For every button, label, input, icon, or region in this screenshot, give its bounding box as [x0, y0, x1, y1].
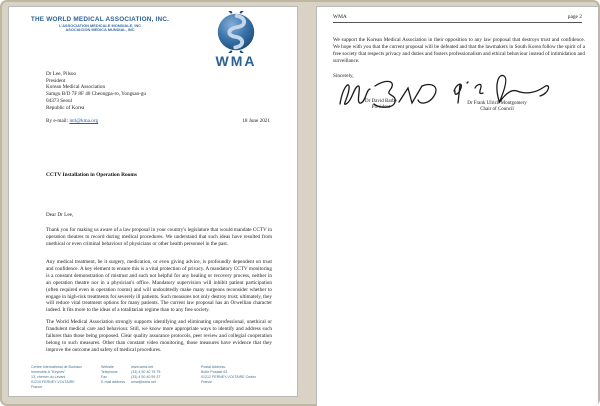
signatory-block	[339, 99, 423, 112]
footer-label: Fax	[101, 374, 107, 379]
letterhead	[19, 16, 181, 33]
letter-page-2	[316, 6, 599, 406]
recipient-line: 04373 Seoul	[46, 97, 73, 104]
footer-line: Postal Address:	[201, 365, 226, 369]
footer-line: Centre International de Bureaux	[31, 365, 82, 369]
signatory-title: Chair of Council	[480, 107, 514, 113]
footer-value: wma@wma.net	[131, 379, 156, 384]
footer-value: (33) 4 50 40 59 37	[131, 374, 161, 379]
page2-header	[333, 14, 582, 23]
email-line	[46, 118, 98, 124]
body-paragraph-4: We support the Korean Medical Association in their opposition to any law proposal that destroys trust and confidence. We hope with you that the current proposal will be defeated and that the lawmakers in South Korea follow the spirit of a free society that respects privacy and duties and fosters professionalism and ethical behaviour instead of intimidation and surveillance.	[333, 37, 585, 64]
letterhead-subtitle-spanish: ASOCIACION MEDICA MUNDIAL, INC	[65, 27, 135, 33]
body-paragraph-1: Thank you for making us aware of a law proposal in your country's legislature that would mandate CCTV in operation theatres to record during medical procedures. We understand that such ideas have resulted from unethical or even criminal behaviour of physicians or other health personnel in the past.	[46, 227, 272, 247]
signatory-block	[445, 101, 549, 114]
subject-line: CCTV Installation in Operation Rooms	[46, 172, 137, 178]
footer-value: www.wma.net	[131, 365, 154, 369]
footer-line: Boîte Postale 63	[201, 369, 228, 374]
footer-line: 01212 FERNEY-VOLTAIRE Cedex	[201, 374, 257, 379]
email-label: By e-mail:	[46, 118, 70, 124]
letter-page-1	[8, 6, 298, 397]
wma-globe-serpent-icon	[215, 11, 257, 53]
recipient-line: Samgu B/D 7F 8F 40 Cheongpa-ro, Yongsan-gu	[46, 91, 147, 98]
footer-line: Immeuble A "Keynes"	[31, 369, 66, 374]
recipient-line: Dr Lee, Pilsoo	[46, 71, 77, 77]
email-link[interactable]: intl@kma.org	[69, 118, 99, 124]
footer-label: Website	[101, 365, 114, 369]
signatory-title: President	[371, 105, 391, 111]
signatory-name: Dr David Barbe	[365, 99, 397, 104]
footer-postal-address	[201, 365, 256, 385]
recipient-line: Republic of Korea	[46, 104, 85, 111]
letterhead-subtitle-french: L'ASSOCIATION MEDICALE MONDIALE, INC	[58, 22, 142, 28]
closing-line: Sincerely,	[333, 73, 354, 79]
page2-header-left: WMA	[333, 14, 347, 20]
footer-street-address	[31, 365, 82, 390]
footer-line: 13, chemin du Levant	[31, 374, 66, 379]
wma-logotype: WMA	[215, 53, 257, 69]
footer-line: France	[31, 384, 43, 389]
recipient-line: Korean Medical Association	[46, 84, 106, 91]
footer-line: 01210 FERNEY-VOLTAIRE	[31, 379, 75, 384]
salutation: Dear Dr Lee,	[46, 212, 74, 218]
body-paragraph-2: Any medical treatment, be it surgery, medication, or even giving advice, is profoundly dependent on trust and confidence. A key element to ensure this is a vital protection of privacy. A mandatory CCTV monitoring is a constant demonstration of mistrust and such not helpful for any healing or recovery process, neither in an operation theatre nor in a physician's office. Mandatory supervision will inhibit patient participation (often required even in operation rooms) and will undoubtedly make many surgeons reconsider whether to engage in high-risk treatments for severely ill patients. Such measures not only destroy trust; ultimately, they will reduce vital treatment options for many patients. The current law proposal has an Orwellian character indeed. It fits more to the ideas of a totalitarian regime than to any free society.	[46, 259, 272, 314]
footer-line: France	[201, 379, 213, 384]
signatory-name: Dr Frank Ulrich Montgomery	[467, 101, 527, 106]
footer-line	[101, 380, 160, 385]
wma-logo	[205, 11, 267, 68]
footer-label: Telephone	[101, 369, 118, 374]
body-paragraph-3: The World Medical Association strongly supports identifying and eliminating unprofessional, unethical or fraudulent medical care and behaviour. Still, we know more appropriate ways to identify and address such failures than those being proposed. Clear quality assurance protocols, peer review and collegial cooperation belong to such measures. Other than constant video monitoring, those measures have evidence that they improve the outcome and safety of medical procedures.	[46, 319, 272, 353]
recipient-line: President	[46, 77, 66, 84]
footer-label: E-mail address	[101, 379, 125, 384]
recipient-address-block	[46, 71, 146, 111]
footer-value: (33) 4 50 40 75 75	[131, 369, 161, 374]
page-number: page 2	[567, 14, 582, 20]
footer-contact	[101, 365, 160, 385]
letterhead-title: THE WORLD MEDICAL ASSOCIATION, INC.	[30, 16, 170, 23]
letter-date: 18 June 2021	[242, 118, 270, 124]
